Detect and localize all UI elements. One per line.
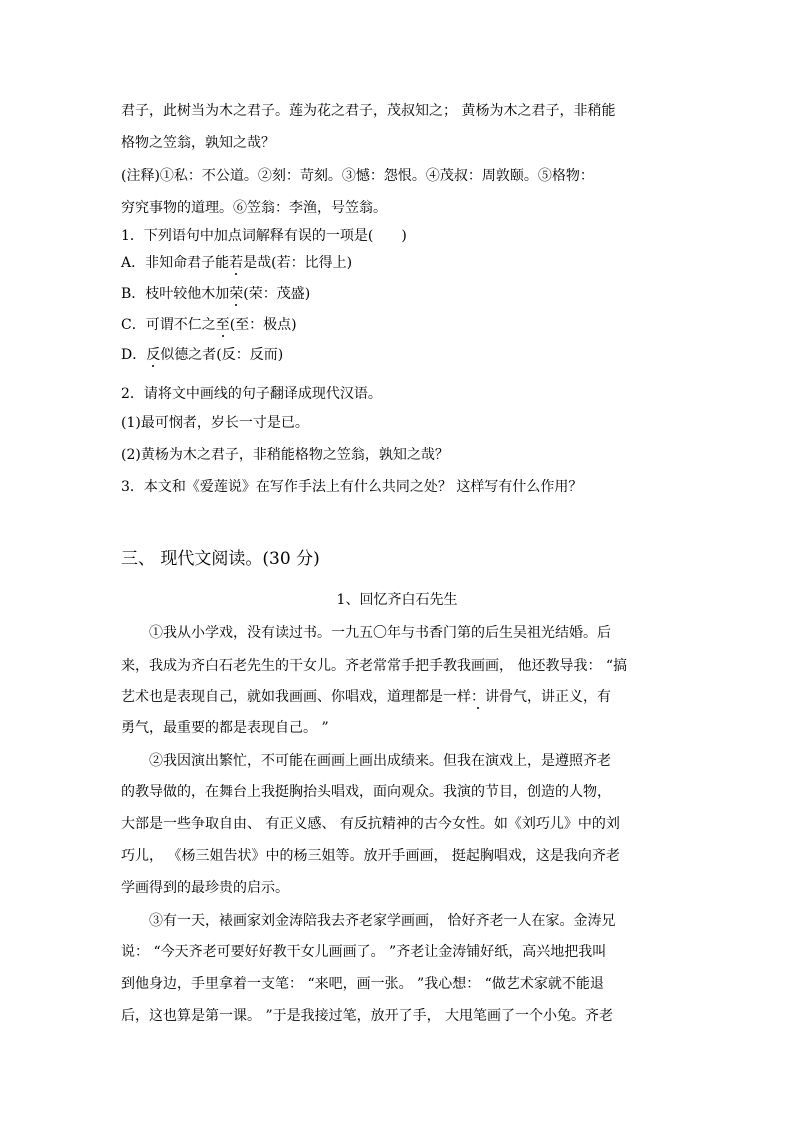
option-d-label: D． xyxy=(121,347,147,363)
paragraph-1-line-3 xyxy=(121,690,611,704)
paragraph-1-dotted-colon: ： xyxy=(471,689,485,705)
notes-line-1: (注释)①私：不公道。②刻：苛刻。③憾：怨恨。④茂叔：周敦颐。⑤格物： xyxy=(121,168,594,184)
option-a xyxy=(121,256,352,270)
paragraph-1-line-3-pre: 艺术也是表现自己，就如我画画、你唱戏，道理都是一样 xyxy=(121,689,471,705)
paragraph-1-line-1: ①我从小学戏，没有读过书。一九五〇年与书香门第的后生吴祖光结婚。后 xyxy=(149,625,611,641)
option-a-dotted-word: 若 xyxy=(229,255,244,271)
paragraph-1-line-3-post: 讲骨气，讲正义，有 xyxy=(485,689,611,705)
passage-line-2: 格物之笠翁，孰知之哉？ xyxy=(121,135,275,151)
paragraph-3-line-2: 说： “今天齐老可要好好教干女儿画画了。 ”齐老让金涛铺好纸，高兴地把我叫 xyxy=(121,944,607,960)
paragraph-2-line-2: 的教导做的，在舞台上我挺胸抬头唱戏，面向观众。我演的节目，创造的人物， xyxy=(121,784,611,800)
option-c-dotted-word: 至 xyxy=(215,317,230,333)
paragraph-2-line-5: 学画得到的最珍贵的启示。 xyxy=(121,880,289,896)
paragraph-2-line-1: ②我因演出繁忙，不可能在画画上画出成绩来。但我在演戏上，是遵照齐老 xyxy=(149,753,611,769)
option-b-post: (荣：茂盛) xyxy=(243,286,311,302)
option-c xyxy=(121,318,297,332)
paragraph-1-line-2: 来，我成为齐白石老先生的干女儿。齐老常常手把手教我画画， 他还教导我： “搞 xyxy=(121,658,628,674)
option-b-pre: 枝叶较他木加 xyxy=(145,286,230,302)
option-a-post: 是哉(若：比得上) xyxy=(243,255,353,271)
question-3-stem: 3．本文和《爱莲说》在写作手法上有什么共同之处？ 这样写有什么作用？ xyxy=(121,479,583,495)
paragraph-3-line-1: ③有一天，裱画家刘金涛陪我去齐老家学画画， 恰好齐老一人在家。金涛兄 xyxy=(149,913,616,929)
paragraph-1-line-4: 勇气，最重要的都是表现自己。 ” xyxy=(121,720,329,736)
option-d-post: 似德之者(反：反而) xyxy=(160,347,284,363)
option-a-label: A． xyxy=(121,255,146,271)
option-c-pre: 可谓不仁之 xyxy=(145,317,216,333)
option-a-pre: 非知命君子能 xyxy=(145,255,230,271)
paragraph-3-line-3: 到他身边，手里拿着一支笔： “来吧，画一张。 ”我心想： “做艺术家就不能退 xyxy=(121,976,604,992)
option-c-label: C． xyxy=(121,317,146,333)
question-2-item-1: (1)最可悯者，岁长一寸是已。 xyxy=(121,415,309,431)
option-c-post: (至：极点) xyxy=(229,317,297,333)
paragraph-2-line-3: 大部是一些争取自由、 有正义感、 有反抗精神的古今女性。如《刘巧儿》中的刘 xyxy=(121,816,620,832)
paragraph-3-line-4: 后，这也算是第一课。 ”于是我接过笔，放开了手， 大甩笔画了一个小兔。齐老 xyxy=(121,1008,614,1024)
option-d xyxy=(121,348,283,362)
question-1-stem: 1．下列语句中加点词解释有误的一项是( ) xyxy=(121,228,407,244)
article-title: 1、回忆齐白石先生 xyxy=(336,592,458,608)
question-2-stem: 2．请将文中画线的句子翻译成现代汉语。 xyxy=(121,386,382,402)
paragraph-2-line-4: 巧儿， 《杨三姐告状》中的杨三姐等。放开手画画， 挺起胸唱戏，这是我向齐老 xyxy=(121,848,620,864)
section-3-heading: 三、 现代文阅读。(30 分) xyxy=(121,549,320,569)
option-b-dotted-word: 荣 xyxy=(229,286,244,302)
option-d-dotted-word: 反 xyxy=(146,347,161,363)
notes-line-2: 穷究事物的道理。⑥笠翁：李渔，号笠翁。 xyxy=(121,200,387,216)
option-b-label: B． xyxy=(121,286,146,302)
question-2-item-2: (2)黄杨为木之君子，非稍能格物之笠翁，孰知之哉？ xyxy=(121,447,449,463)
passage-line-1: 君子，此树当为木之君子。莲为花之君子，茂叔知之； 黄杨为木之君子，非稍能 xyxy=(121,103,616,119)
option-b xyxy=(121,287,310,301)
